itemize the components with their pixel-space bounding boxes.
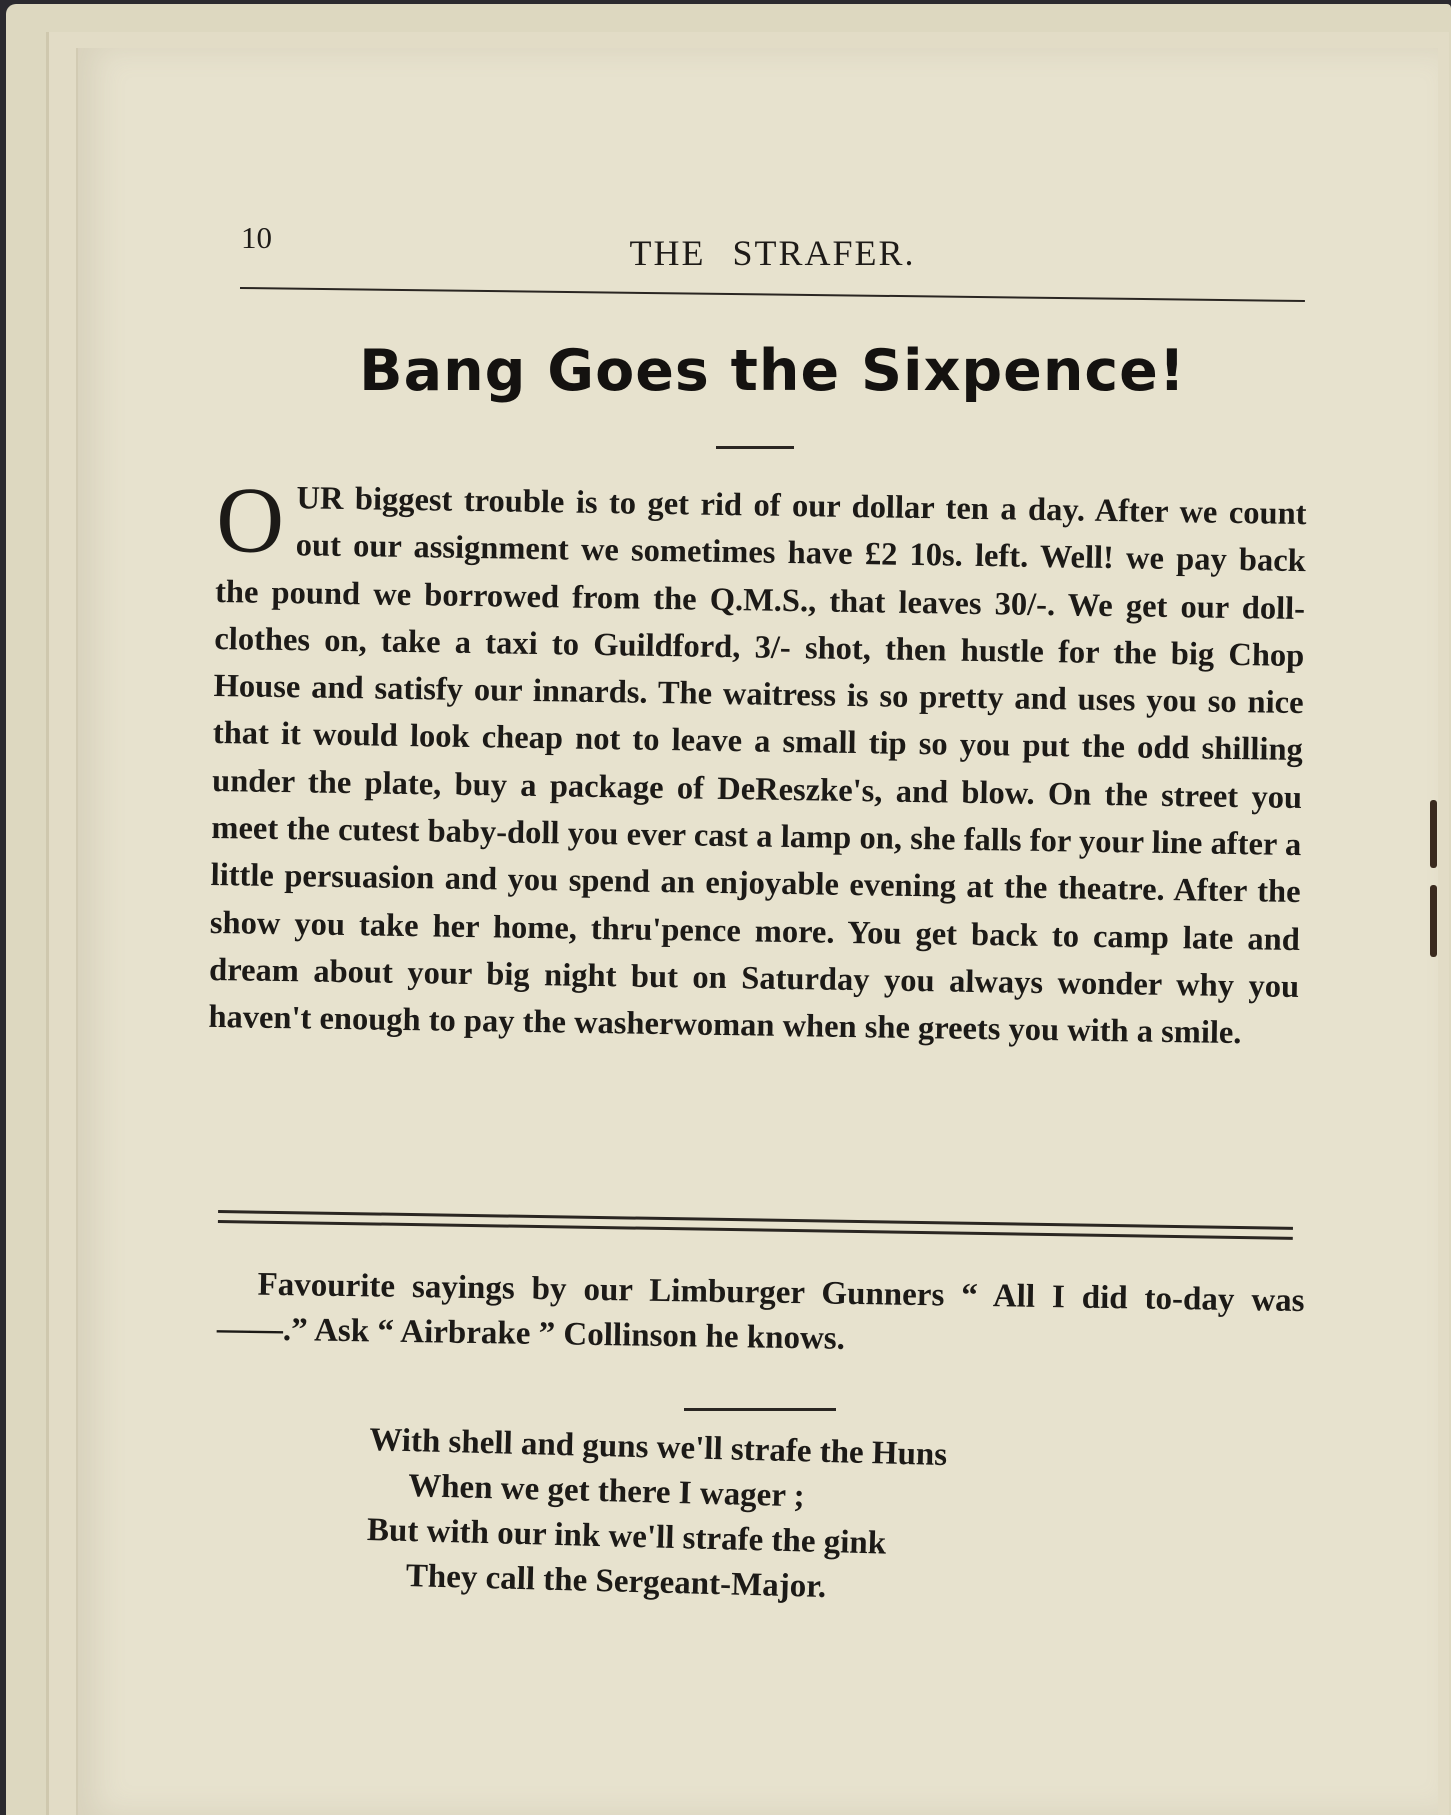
verse-line: They call the Sergeant-Major. (405, 1557, 827, 1605)
verse-divider (684, 1408, 836, 1411)
title-divider (716, 446, 794, 449)
article-body-text: UR biggest trouble is to get rid of our dollar ten a day. After we count out our assignment we sometimes have £2 10s. left. Well! we pay back the pound we borrowed from the Q.M.S., that leaves 30/-. We get our doll-clothes on, take a taxi to Guildford, 3/- shot, then hustle for the big Chop House and satisfy our innards. The waitress is so pretty and uses you so nice that it would look cheap not to leave a small tip so you put the odd shilling under the plate, buy a package of DeReszke's, and blow. On the street you meet the cutest baby-doll you ever cast a lamp on, she falls for your line after a little persuasion and you spend an enjoyable evening at the theatre. After the show you take her home, thru'pence more. You get back to camp late and dream about your big night but on Saturday you always wonder why you haven't enough to pay the washerwoman when she greets you with a smile. (208, 480, 1307, 1052)
binding-staple (1430, 885, 1437, 957)
verse-line: But with our ink we'll strafe the gink (366, 1511, 887, 1562)
binding-staple (1430, 800, 1437, 868)
article-title: Bang Goes the Sixpence! (359, 338, 1186, 404)
drop-cap: O (215, 468, 285, 574)
verse-line: When we get there I wager ; (407, 1468, 806, 1515)
article-body (208, 468, 1307, 1059)
page-number: 10 (241, 220, 272, 255)
running-head: THE STRAFER. (629, 233, 916, 273)
favourite-sayings: Favourite sayings by our Limburger Gunners “ All I did to-day was ——.” Ask “ Airbrake ” Collinson he knows. (216, 1266, 1305, 1357)
verse (365, 1418, 1089, 1617)
verse-line: With shell and guns we'll strafe the Huns (368, 1421, 948, 1474)
